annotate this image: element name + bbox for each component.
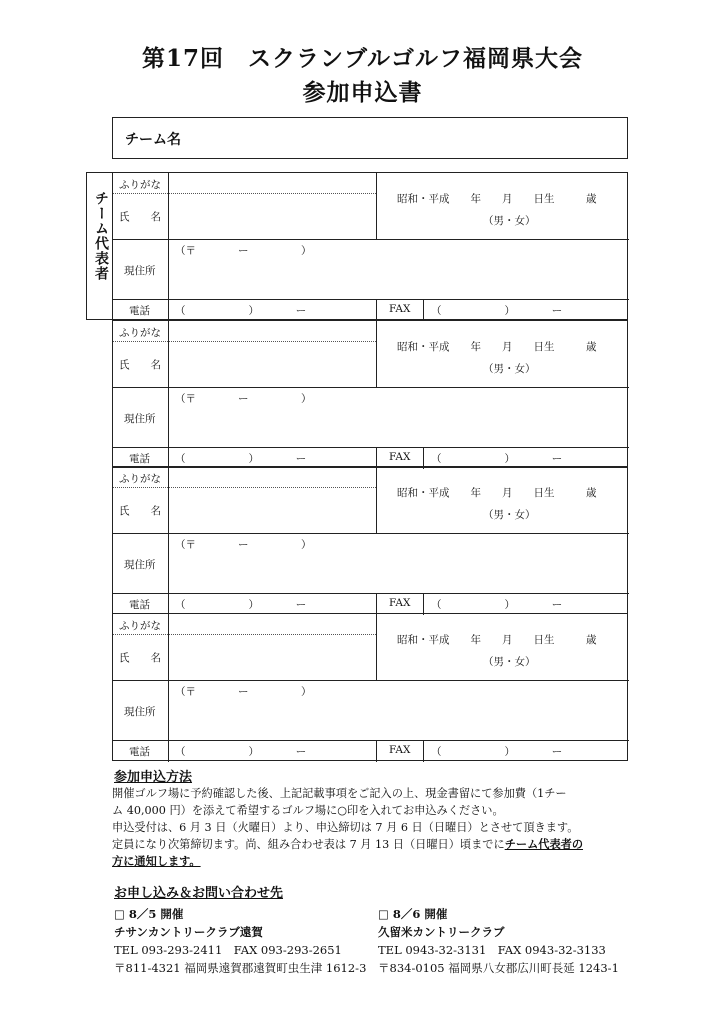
representative-tab-label: チーム代表者 xyxy=(93,191,109,281)
postal-code-format: （〒 ー ） xyxy=(175,686,312,698)
name-label: 氏 名 xyxy=(119,211,161,223)
method-line-5-text: 方に通知します。 xyxy=(112,854,201,868)
phone-label: 電話 xyxy=(129,453,150,465)
phone-input[interactable] xyxy=(175,595,374,613)
furigana-divider xyxy=(113,487,376,488)
participant-block xyxy=(112,320,628,468)
gender-label[interactable]: （男・女） xyxy=(483,509,536,521)
team-name-box xyxy=(112,117,628,159)
furigana-input[interactable] xyxy=(171,469,375,485)
method-line-4 xyxy=(112,836,632,853)
venue-1-club: チサンカントリークラブ遠賀 xyxy=(114,925,263,939)
fax-input[interactable] xyxy=(431,595,625,613)
method-title: 参加申込方法 xyxy=(114,770,193,785)
method-line-1: 開催ゴルフ場に予約確認した後、上記記載事項をご記入の上、現金書留にて参加費（1チー xyxy=(112,787,567,800)
birth-date-label: 昭和・平成 年 月 日生 歳 xyxy=(397,487,597,499)
divider xyxy=(113,533,629,534)
furigana-label: ふりがな xyxy=(119,620,161,632)
fax-input[interactable] xyxy=(431,449,625,467)
divider xyxy=(376,321,377,387)
furigana-label: ふりがな xyxy=(119,179,161,191)
venue-1-address: 〒811-4321 福岡県遠賀郡遠賀町虫生津 1612-3 xyxy=(114,961,367,975)
address-input[interactable] xyxy=(175,700,619,738)
venue-2 xyxy=(378,905,619,977)
phone-input[interactable] xyxy=(175,301,374,319)
phone-format: （ ） ー xyxy=(175,599,307,611)
participant-block xyxy=(112,172,628,320)
name-input[interactable] xyxy=(171,493,375,531)
divider xyxy=(113,447,629,448)
name-input[interactable] xyxy=(171,347,375,385)
form-title xyxy=(0,42,725,110)
furigana-input[interactable] xyxy=(171,323,375,339)
phone-label: 電話 xyxy=(129,599,150,611)
method-line-2: ム 40,000 円）を添えて希望するゴルフ場に○印を入れてお申込みください。 xyxy=(112,804,504,817)
phone-label: 電話 xyxy=(129,746,150,758)
furigana-divider xyxy=(113,193,376,194)
furigana-label: ふりがな xyxy=(119,327,161,339)
title-line-1: 第17回 スクランブルゴルフ福岡県大会 xyxy=(141,45,584,72)
venue-1-checkbox-label[interactable]: □ 8／5 開催 xyxy=(114,907,184,921)
phone-input[interactable] xyxy=(175,449,374,467)
participant-block xyxy=(112,466,628,614)
method-line-4b: チーム代表者の xyxy=(504,837,584,851)
venue-2-checkbox-label[interactable]: □ 8／6 開催 xyxy=(378,907,448,921)
divider xyxy=(113,680,629,681)
address-label: 現住所 xyxy=(124,706,156,718)
fax-label: FAX xyxy=(389,744,411,756)
furigana-divider xyxy=(113,634,376,635)
inquiry-title: お申し込み＆お問い合わせ先 xyxy=(114,886,284,901)
address-label: 現住所 xyxy=(124,265,156,277)
postal-code-format: （〒 ー ） xyxy=(175,245,312,257)
divider xyxy=(113,239,629,240)
birth-date-label: 昭和・平成 年 月 日生 歳 xyxy=(397,193,597,205)
name-input[interactable] xyxy=(171,199,375,237)
fax-label: FAX xyxy=(389,303,411,315)
team-name-label: チーム名 xyxy=(125,132,181,148)
furigana-label: ふりがな xyxy=(119,473,161,485)
name-label: 氏 名 xyxy=(119,505,161,517)
divider xyxy=(376,299,377,321)
title-line-2: 参加申込書 xyxy=(302,79,423,106)
phone-label: 電話 xyxy=(129,305,150,317)
participant-block xyxy=(112,613,628,761)
phone-format: （ ） ー xyxy=(175,453,307,465)
method-line-5 xyxy=(112,853,632,870)
fax-label: FAX xyxy=(389,597,411,609)
divider xyxy=(113,387,629,388)
furigana-input[interactable] xyxy=(171,616,375,632)
divider xyxy=(376,593,377,615)
fax-input[interactable] xyxy=(431,301,625,319)
furigana-input[interactable] xyxy=(171,175,375,191)
team-name-input[interactable] xyxy=(213,124,617,154)
divider xyxy=(113,299,629,300)
venue-2-tel-fax: TEL 0943-32-3131 FAX 0943-32-3133 xyxy=(378,943,606,957)
fax-format: （ ） ー xyxy=(431,746,563,758)
address-label: 現住所 xyxy=(124,559,156,571)
postal-code-format: （〒 ー ） xyxy=(175,393,312,405)
address-label: 現住所 xyxy=(124,413,156,425)
name-label: 氏 名 xyxy=(119,652,161,664)
venue-1-tel-fax: TEL 093-293-2411 FAX 093-293-2651 xyxy=(114,943,342,957)
venue-2-club: 久留米カントリークラブ xyxy=(378,925,505,939)
venue-2-address: 〒834-0105 福岡県八女郡広川町長延 1243-1 xyxy=(378,961,619,975)
divider xyxy=(423,740,424,762)
gender-label[interactable]: （男・女） xyxy=(483,215,536,227)
birth-date-label: 昭和・平成 年 月 日生 歳 xyxy=(397,341,597,353)
postal-code-format: （〒 ー ） xyxy=(175,539,312,551)
fax-input[interactable] xyxy=(431,742,625,760)
divider xyxy=(376,614,377,680)
phone-format: （ ） ー xyxy=(175,746,307,758)
divider xyxy=(423,299,424,321)
method-line-4a: 定員になり次第締切ます。尚、組み合わせ表は 7 月 13 日（日曜日）頃までに xyxy=(112,838,505,851)
address-input[interactable] xyxy=(175,407,619,445)
fax-format: （ ） ー xyxy=(431,453,563,465)
birth-date-label: 昭和・平成 年 月 日生 歳 xyxy=(397,634,597,646)
divider xyxy=(113,740,629,741)
fax-format: （ ） ー xyxy=(431,305,563,317)
name-label: 氏 名 xyxy=(119,359,161,371)
address-input[interactable] xyxy=(175,553,619,591)
representative-tab xyxy=(86,172,112,320)
divider xyxy=(423,593,424,615)
venue-1 xyxy=(114,905,366,977)
gender-label[interactable]: （男・女） xyxy=(483,656,536,668)
divider xyxy=(113,593,629,594)
divider xyxy=(376,467,377,533)
gender-label[interactable]: （男・女） xyxy=(483,363,536,375)
divider xyxy=(376,173,377,239)
method-text xyxy=(112,785,632,870)
fax-label: FAX xyxy=(389,451,411,463)
divider xyxy=(376,740,377,762)
name-input[interactable] xyxy=(171,640,375,678)
phone-format: （ ） ー xyxy=(175,305,307,317)
address-input[interactable] xyxy=(175,259,619,297)
furigana-divider xyxy=(113,341,376,342)
method-line-3: 申込受付は、6 月 3 日（火曜日）より、申込締切は 7 月 6 日（日曜日）とさせて頂きます。 xyxy=(112,821,579,834)
phone-input[interactable] xyxy=(175,742,374,760)
fax-format: （ ） ー xyxy=(431,599,563,611)
